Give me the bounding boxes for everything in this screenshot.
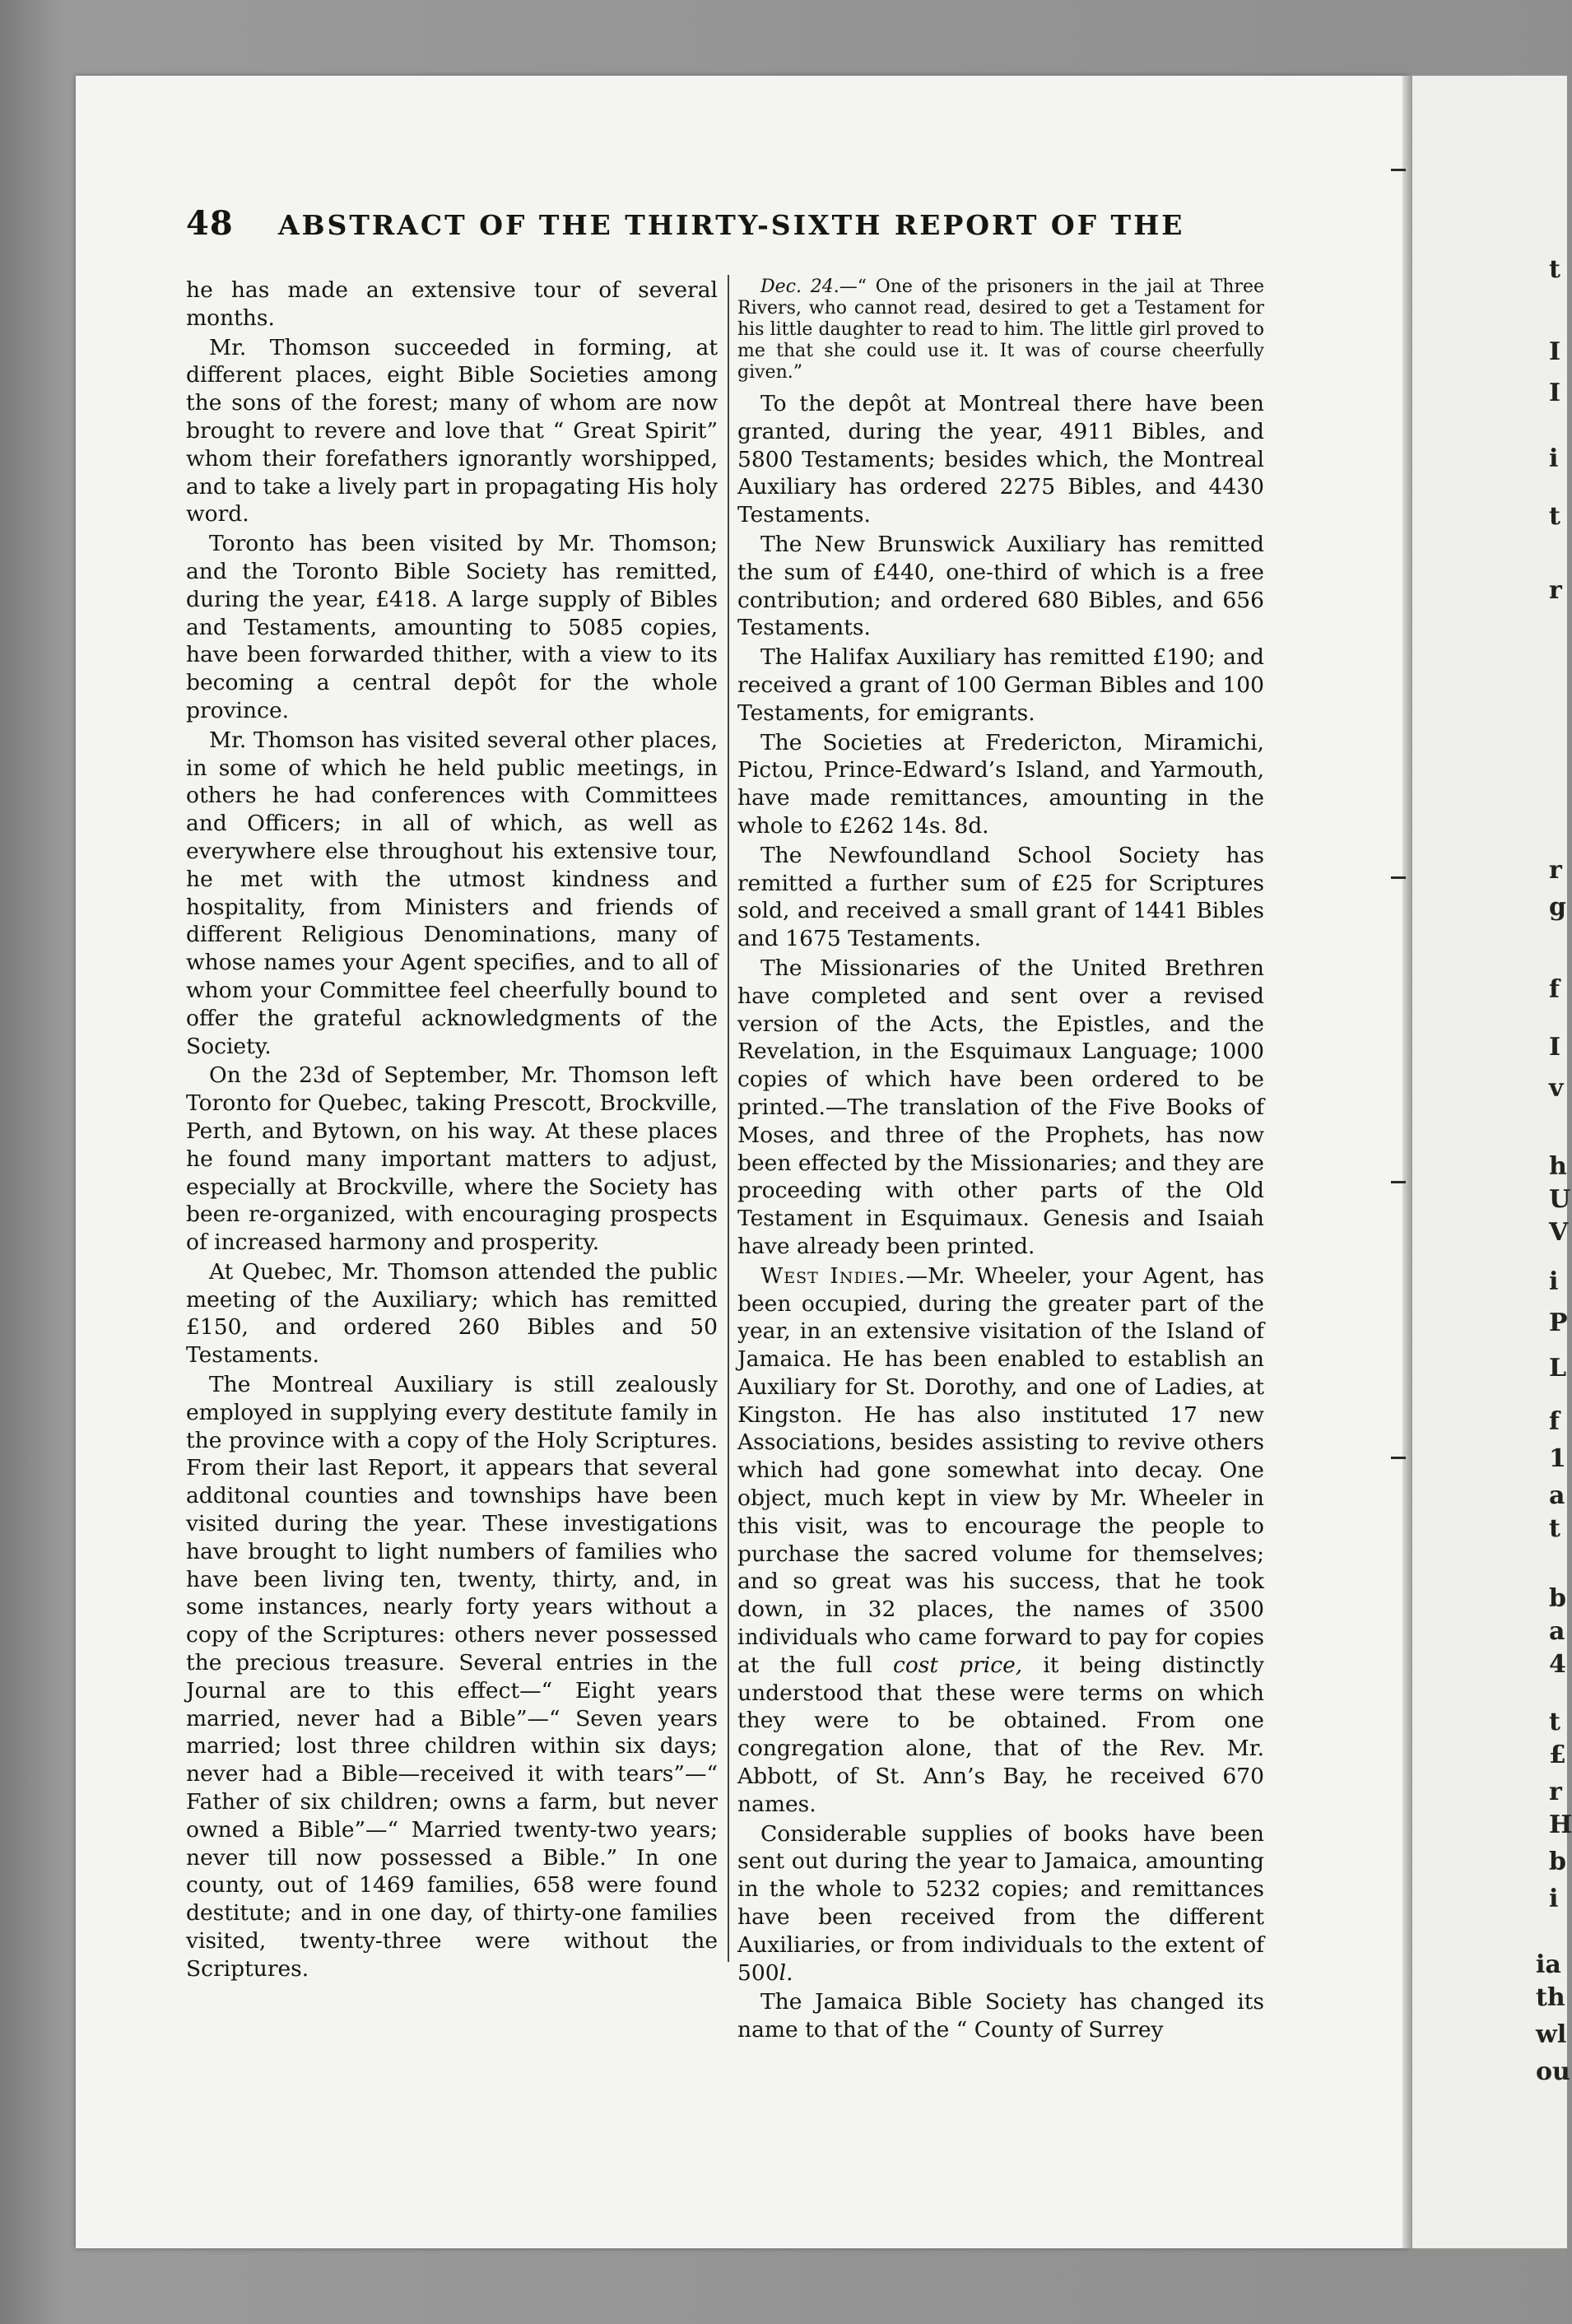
binding-mark	[1391, 876, 1406, 879]
adjacent-page-fragment: a	[1549, 1617, 1565, 1646]
adjacent-page-fragment: b	[1549, 1584, 1566, 1613]
adjacent-page-fragment: g	[1549, 893, 1566, 922]
right-column	[737, 277, 1264, 2046]
adjacent-page-fragment: i	[1549, 444, 1559, 473]
adjacent-page-fragment: th	[1536, 1983, 1565, 2012]
paragraph-west-indies	[737, 1262, 1264, 1819]
emphasis: l.	[779, 1959, 793, 1986]
adjacent-page-fragment: r	[1549, 856, 1562, 885]
page-gutter	[1402, 76, 1412, 2248]
adjacent-page-fragment: ou	[1536, 2057, 1570, 2086]
running-head: ABSTRACT OF THE THIRTY-SIXTH REPORT OF THE	[278, 209, 1185, 241]
adjacent-page-fragment: H	[1549, 1810, 1572, 1839]
adjacent-page-fragment: 1	[1549, 1444, 1566, 1473]
paragraph: he has made an extensive tour of several months.	[186, 277, 718, 331]
paragraph: Mr. Thomson has visited several other places, in some of which he held public meetings, in others he had conferences with Committees and Officers; in all of which, as well as everywhere else throughout his extensive tour, he met with the utmost kindness and hospitality, from Ministers and friends of different Religious Denominations, many of whose names your Agent specifies, and to all of whom your Committee feel cheerfully bound to offer the grateful acknowledgments of the Society.	[186, 727, 718, 1059]
adjacent-page-fragment: t	[1549, 1708, 1560, 1736]
binding-mark	[1391, 1181, 1406, 1183]
paragraph: Toronto has been visited by Mr. Thomson; and the Toronto Bible Society has remitted, during the year, £418. A large supply of Bibles and Testaments, amounting to 5085 copies, have been forwarded thither, with a view to its becoming a central depôt for the whole province.	[186, 531, 718, 723]
paragraph: The New Brunswick Auxiliary has remitted the sum of £440, one-third of which is a free contribution; and ordered 680 Bibles, and 656 Testaments.	[737, 531, 1264, 641]
adjacent-page-fragment: I	[1549, 1033, 1561, 1062]
adjacent-page-fragment: t	[1549, 502, 1560, 531]
paragraph: The Montreal Auxiliary is still zealously employed in supplying every destitute family in the province with a copy of the Holy Scriptures. From their last Report, it appears that several additonal counties and townships have been visited during the year. These investigations have brought to light numbers of families who have been living ten, twenty, thirty, and, in some instances, nearly forty years without a copy of the Scriptures: others never possessed the precious treasure. Several entries in the Journal are to this effect—“ Eight years married, never had a Bible”—“ Seven years married; lost three children within six days; never had a Bible—received it with tears”—“ Father of six children; owns a farm, but never owned a Bible”—“ Married twenty-two years; never till now possessed a Bible.” In one county, out of 1469 families, 658 were found destitute; and in one day, of thirty-one families visited, twenty-three were without the Scriptures.	[186, 1372, 718, 1982]
adjacent-page-fragment: V	[1549, 1218, 1569, 1247]
paragraph-text: it being distinctly understood that these were terms on which they were to be obtained. From one congregation alone, that of the Rev. Mr. Abbott, of St. Ann’s Bay, he received 670 names.	[737, 1652, 1264, 1817]
page-number: 48	[186, 204, 234, 243]
paragraph: The Newfoundland School Society has remitted a further sum of £25 for Scriptures sold, and received a small grant of 1441 Bibles and 1675 Testaments.	[737, 842, 1264, 952]
paragraph-text: Considerable supplies of books have been sent out during the year to Jamaica, amounting in the whole to 5232 copies; and remittances have been received from the different Auxiliaries, or from individuals to the extent of 500	[737, 1820, 1264, 1986]
adjacent-page-edge	[1412, 76, 1572, 2248]
adjacent-page-fragment: t	[1549, 1514, 1560, 1543]
adjacent-page-fragment: I	[1549, 379, 1561, 407]
paragraph: At Quebec, Mr. Thomson attended the public meeting of the Auxiliary; which has remitted £150, and ordered 260 Bibles and 50 Testaments.	[186, 1258, 718, 1369]
adjacent-page-fragment: r	[1549, 1778, 1562, 1806]
column-rule	[728, 275, 729, 1962]
paragraph: The Societies at Fredericton, Miramichi, Pictou, Prince-Edward’s Island, and Yarmouth, have made remittances, amounting in the whole to £262 14s. 8d.	[737, 729, 1264, 839]
paragraph: Mr. Thomson succeeded in forming, at different places, eight Bible Societies among the sons of the forest; many of whom are now brought to revere and love that “ Great Spirit” whom their forefathers ignorantly worshipped, and to take a lively part in propagating His holy word.	[186, 334, 718, 528]
adjacent-page-fragment: a	[1549, 1481, 1565, 1510]
page-header	[186, 204, 1248, 244]
binding-mark	[1391, 1457, 1406, 1459]
journal-date: Dec. 24.	[760, 277, 839, 297]
adjacent-page-fragment: wl	[1536, 2020, 1567, 2049]
adjacent-page-fragment: r	[1549, 576, 1562, 605]
paragraph: On the 23d of September, Mr. Thomson left Toronto for Quebec, taking Prescott, Brockville, Perth, and Bytown, on his way. At these places he found many important matters to adjust, especially at Brockville, where the Society has been re-organized, with encouraging prospects of increased harmony and prosperity.	[186, 1062, 718, 1256]
adjacent-page-fragment: £	[1549, 1741, 1566, 1769]
adjacent-page-fragment: i	[1549, 1267, 1559, 1296]
section-heading: West Indies.	[760, 1262, 906, 1289]
adjacent-page-fragment: f	[1549, 1407, 1560, 1436]
paragraph: To the depôt at Montreal there have been granted, during the year, 4911 Bibles, and 5800 Testaments; besides which, the Montreal Auxiliary has ordered 2275 Bibles, and 4430 Testaments.	[737, 391, 1264, 528]
left-column	[186, 277, 718, 1985]
adjacent-page-fragment: t	[1549, 255, 1560, 284]
adjacent-page-fragment: f	[1549, 975, 1560, 1004]
adjacent-page-fragment: v	[1549, 1074, 1564, 1103]
journal-entry	[737, 277, 1264, 383]
binding-mark	[1391, 169, 1406, 171]
emphasis: cost price,	[893, 1652, 1023, 1678]
journal-text: —“ One of the prisoners in the jail at Three Rivers, who cannot read, desired to get a Testament for his little daughter to read to him. The little girl proved to me that she could use it. It was of course cheerfully given.”	[737, 277, 1265, 383]
adjacent-page-fragment: b	[1549, 1848, 1566, 1876]
paragraph: The Halifax Auxiliary has remitted £190; and received a grant of 100 German Bibles and 100 Testaments, for emigrants.	[737, 644, 1264, 726]
adjacent-page-fragment: ia	[1536, 1950, 1561, 1979]
paragraph: The Missionaries of the United Brethren have completed and sent over a revised version of the Acts, the Epistles, and the Revelation, in the Esquimaux Language; 1000 copies of which have been ordered to be printed.—The translation of the Five Books of Moses, and three of the Prophets, has now been effected by the Missionaries; and they are proceeding with other parts of the Old Testament in Esquimaux. Genesis and Isaiah have already been printed.	[737, 955, 1264, 1259]
adjacent-page-fragment: i	[1549, 1885, 1559, 1913]
adjacent-page-fragment: I	[1549, 337, 1561, 366]
adjacent-page-fragment: P	[1549, 1308, 1568, 1337]
paragraph-text: —Mr. Wheeler, your Agent, has been occupied, during the greater part of the year, in an extensive visitation of the Island of Jamaica. He has been enabled to establish an Auxiliary for St. Dorothy, and one of Ladies, at Kingston. He has also instituted 17 new Associations, besides assisting to revive others which had gone somewhat into decay. One object, much kept in view by Mr. Wheeler in this visit, was to encourage the people to purchase the sacred volume for themselves; and so great was his success, that he took down, in 32 places, the names of 3500 individuals who came forward to pay for copies at the full	[737, 1262, 1264, 1678]
adjacent-page-fragment: 4	[1549, 1650, 1566, 1679]
paragraph	[737, 1820, 1264, 1987]
adjacent-page-fragment: L	[1549, 1354, 1567, 1383]
adjacent-page-fragment: h	[1549, 1152, 1567, 1181]
paragraph: The Jamaica Bible Society has changed its name to that of the “ County of Surrey	[737, 1989, 1264, 2043]
adjacent-page-fragment: U	[1549, 1185, 1571, 1214]
